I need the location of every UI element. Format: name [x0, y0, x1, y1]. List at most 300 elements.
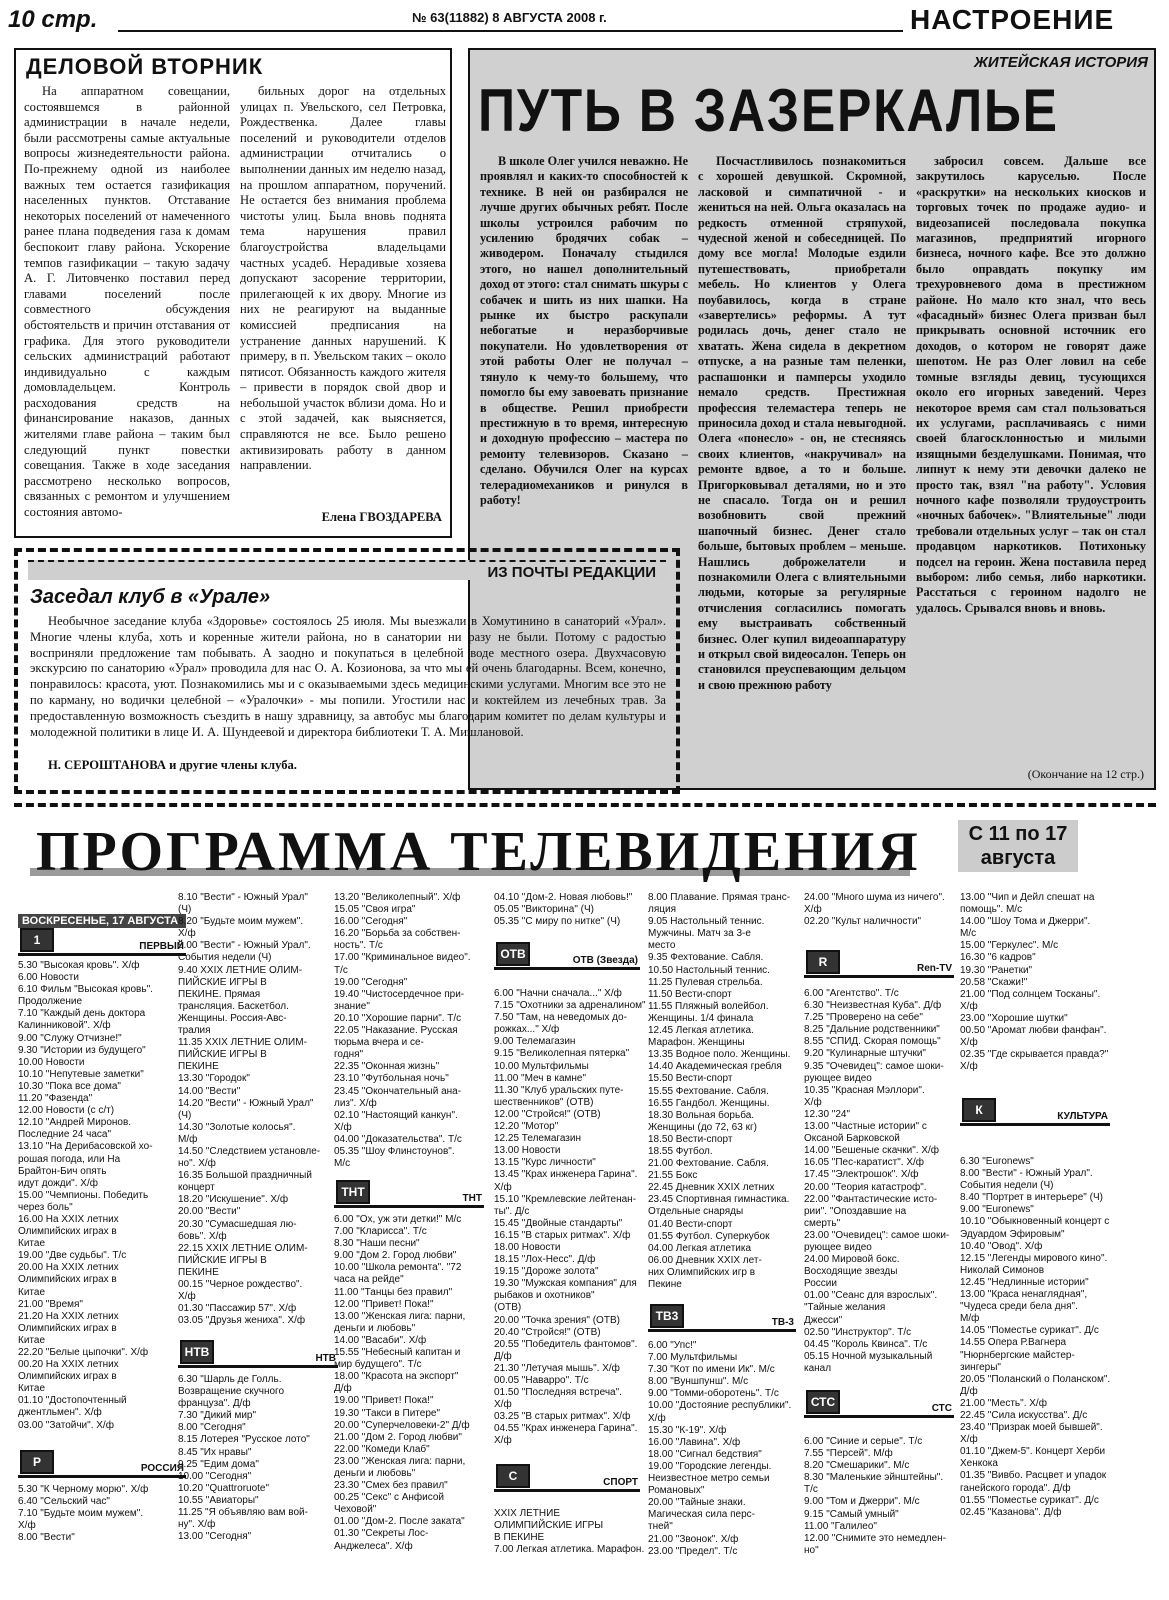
tv-listing-row: 02.35 "Где скрывается правда?": [960, 1049, 1109, 1061]
tv-listing-row: идут дожди". Х/ф: [18, 1177, 98, 1189]
tv-listing-row: 7.30 "Кот по имени Ик". М/с: [648, 1364, 775, 1376]
tv-listing-row: Д/ф: [334, 1383, 352, 1395]
tv-listing-row: 13.15 "Курс личности": [494, 1157, 596, 1169]
tv-listing-row: 04.55 "Крах инженера Гарина".: [494, 1423, 638, 1435]
kultura-logo-icon: К: [962, 1098, 996, 1122]
tv-listing-row: Хенкока: [960, 1458, 998, 1470]
reader-mail-article: [14, 548, 680, 794]
tv-listing-row: Олимпийских играх в: [18, 1371, 117, 1383]
tv-listing-row: 15.10 "Кремлевские лейтенан-: [494, 1193, 637, 1205]
ntv-logo-icon: НТВ: [180, 1340, 214, 1364]
tv-listing-row: ПЕКИНЕ: [178, 1266, 219, 1278]
ren-logo-icon: R: [806, 950, 840, 974]
tv-listing-row: Китае: [18, 1286, 46, 1298]
tv-listing-row: 10.55 "Авиаторы": [178, 1494, 259, 1506]
tv-listing-row: Д/ф: [960, 1385, 978, 1397]
tv-listing-row: Мужчины. Матч за 3-е: [648, 928, 751, 940]
tv-listing-row: Джесси": [804, 1314, 843, 1326]
tv-listing-row: 23.00 "Предел". Т/с: [648, 1545, 738, 1557]
tv-listing-row: 18.30 Вольная борьба.: [648, 1109, 755, 1121]
tv-listing-row: 23.45 "Окончательный ана-: [334, 1085, 462, 1097]
tv-listing-row: 7.00 Мультфильмы: [648, 1352, 738, 1364]
tv-listing-row: 12.30 "24": [804, 1108, 851, 1120]
tv-listing-row: годня": [334, 1049, 364, 1061]
article-col-1: [24, 84, 230, 536]
tv-list-sport: [494, 1508, 646, 1596]
tv-listing-row: 16.05 "Пес-каратист". Х/ф: [804, 1157, 925, 1169]
sport-logo-icon: С: [496, 1464, 530, 1488]
channel-name: ТВ-3: [771, 1317, 794, 1328]
tv-listing-row: 00.15 "Черное рождество".: [178, 1279, 303, 1290]
tv-listing-row: 14.30 "Золотые колосья".: [178, 1121, 296, 1133]
tv-listing-row: 01.00 "Дом-2. После заката": [334, 1516, 465, 1528]
tv-listing-row: 14.05 "Поместье сурикат". Д/с: [960, 1325, 1099, 1337]
tv-listing-row: Х/ф: [804, 904, 822, 916]
tv-listing-row: 04.45 "Король Квинса". Т/с: [804, 1338, 928, 1350]
tv-listing-row: Х/ф: [494, 1435, 512, 1447]
tv-listing-row: 5.30 "К Черному морю". Х/ф: [18, 1484, 149, 1495]
tv-listing-row: Анджелеса". Х/ф: [334, 1540, 413, 1552]
tv-listing-row: 7.50 "Там, на неведомых до-: [494, 1012, 627, 1024]
tv-list-ctc: [804, 1436, 958, 1596]
story-col-1: [480, 154, 688, 590]
tv-listing-row: них Олимпийских игр в: [648, 1266, 756, 1278]
tv-listing-row: шественников" (ОТВ): [494, 1096, 594, 1108]
tv-listing-row: 21.00 Фехтование. Сабля.: [648, 1158, 769, 1170]
tv-listing-row: 16.20 "Борьба за собствен-: [334, 928, 461, 940]
tv-listing-row: рии". "Опоздавшие на: [804, 1205, 907, 1217]
tv-listing-row: Т/с: [334, 964, 348, 976]
tv-listing-row: бовь". Х/ф: [178, 1230, 227, 1242]
tv-listing-row: 6.30 "Euronews": [960, 1156, 1034, 1167]
tv-listing-row: деньги и любовь": [334, 1467, 416, 1479]
tv-listing-row: "Чудеса среди бела дня".: [960, 1301, 1078, 1313]
tv-list-tv3: [648, 1340, 798, 1596]
tv-listing-row: тней": [648, 1521, 673, 1533]
tv-listing-row: 7.00 Легкая атлетика. Марафон.: [494, 1544, 645, 1556]
tv-listing-row: зингеры": [960, 1361, 1001, 1373]
tv-listing-row: 01.10 "Джем-5". Концерт Херби: [960, 1446, 1106, 1458]
section-title: НАСТРОЕНИЕ: [910, 4, 1115, 35]
tv-listing-row: 9.20 "Кулинарные штучки": [804, 1048, 926, 1060]
tv-listing-row: 04.10 "Дом-2. Новая любовь!": [494, 892, 633, 903]
tv-listing-row: 8.00 "Сегодня": [178, 1422, 246, 1434]
page-number: 10 стр.: [8, 6, 98, 33]
tv-listing-row: ПИЙСКИЕ ИГРЫ В: [178, 1254, 267, 1266]
tv-listing-row: 9.35 "Очевидец": самое шоки-: [804, 1060, 944, 1072]
tv-listing-row: М/ф: [960, 1313, 980, 1325]
tv-listing-row: Олимпийских играх в: [18, 1274, 117, 1286]
tv-listing-row: 12.00 "Стройся!" (ОТВ): [494, 1108, 601, 1120]
tv-listing-row: тралия: [178, 1025, 211, 1037]
tv-listing-row: 01.30 "Секреты Лос-: [334, 1528, 429, 1540]
tv-listing-row: Чеховой": [334, 1504, 377, 1516]
tv-listing-row: 16.00 На XXIX летних: [18, 1213, 119, 1225]
story-text: забросил совсем. Дальше все закрутилось каруселью. После «раскрутки» на нескольких киосков и торговых точек по продаже аудио- и видеозаписей последовала покупка магазинов, предприятий игорного бизнеса, ночного кафе. Все это должно было оправдать покупку им трехуровневого дома в престижном районе. Но мало кто знал, что весь «фасадный» бизнес Олега призван был прикрывать основной источник его доходов, о котором не говорят даже шепотом. Не раз Олег ловил на себе томные взгляды девиц, тусующихся около его игорных заведений. Через некоторое время сам стал пользоваться их услугами, расплачиваясь с ними своей благосклонностью и милыми изящными безделушками. Понимая, что липнут к нему эти девочки далеко не просто так, взял "на работу". Условия ночного кафе позволяли трудоустроить «ночных бабочек». "Влиятельные" люди требовали отдельных услуг – так он стал продавцом наркотиков. Потихоньку подсел на героин. Жена поставила перед выбором: либо семья, либо наркотики. Расстаться с героином надолго не удалось. Срывался вновь и вновь.: [916, 154, 1146, 615]
tv-listing-row: 20.40 "Стройся!" (ОТВ): [494, 1326, 601, 1338]
tv-listing-row: часа на рейде": [334, 1274, 404, 1286]
tv-listing-row: смерть": [804, 1217, 841, 1229]
tv-listing-row: 9.25 "Едим дома": [178, 1458, 259, 1470]
tv-listing-row: 11.30 "Клуб уральских путе-: [494, 1084, 624, 1096]
tv-listing-row: 23.00 "Очевидец": самое шоки-: [804, 1229, 950, 1241]
tv-listing-row: 15.50 Вести-спорт: [648, 1073, 733, 1085]
tv-listing-row: 7.15 "Охотники за адреналином": [494, 1000, 646, 1012]
channel-tnt: [334, 1180, 484, 1208]
channel-ren: [804, 950, 954, 978]
perviy-logo-icon: 1: [20, 928, 54, 952]
tv-listing-row: 04.00 "Доказательства". Т/с: [334, 1133, 462, 1145]
tv-listing-row: "Тайные желания: [804, 1302, 886, 1314]
tv-listing-row: 21.20 На XXIX летних: [18, 1310, 119, 1322]
channel-name: ОТВ (Звезда): [572, 955, 638, 966]
tv-listing-row: 8.10 "Вести" - Южный Урал": [178, 892, 308, 903]
tv-listing-row: Х/ф: [960, 1037, 978, 1049]
tv-listing-row: 9.00 "Дом 2. Город любви": [334, 1250, 457, 1262]
tv-listing-row: 6.30 "Шарль де Голль.: [178, 1374, 282, 1385]
story-col-2: [698, 154, 906, 774]
story-text: Посчастливилось познакомиться с хорошей девушкой. Скромной, ласковой и симпатичной - и жениться на ней. Ольга оказалась на редкость отменной стряпухой, чудесной женой и собеседницей. По дому все могла! Молодые ездили путешествовать, приобретали мебель. Но клиентов у Олега поубавилось, когда в стране «завертелись» реформы. А тут родилась дочь, денег стало не хватать. Жена сидела в декретном отпуске, а на разные там пеленки, распашонки и памперсы уходило немало средств. Престижная профессия телемастера теперь не приносила доход и стала невыгодной. Олега «понесло» - он, не стесняясь своих клиентов, «накручивал» на ремонте вдвое, а то и больше. Пригорковывал деталями, но и это не спасало. Тогда он и решил возобновить свой прежний шапочный бизнес. Денег стало больше, бытовых проблем – меньше. Нашлись доброжелатели и познакомили Олега с влиятельными людьми, которые за регулярные отчисления согласились помогать ему выстраивать собственный бизнес. Олег купил видеоаппаратуру и открыл свой видеосалон. Теперь он становился преуспевающим дельцом и свою прежнюю работу: [698, 154, 906, 692]
tv-listing-row: 11.00 "Галилео": [804, 1520, 877, 1532]
tv-listing-row: Х/ф: [178, 928, 196, 940]
tv-listing-row: России: [804, 1278, 837, 1290]
tv-listing-row: Возвращение скучного: [178, 1386, 285, 1398]
channel-name: СТС: [931, 1403, 952, 1414]
tv-listing-row: Неизвестное метро семьи: [648, 1473, 770, 1485]
tv-listing-row: 22.00 "Фантастические исто-: [804, 1193, 938, 1205]
tv-listing-row: 01.10 "Достопочтенный: [18, 1395, 127, 1407]
tv-listing-row: Х/ф: [494, 1399, 512, 1411]
mail-rubric: ИЗ ПОЧТЫ РЕДАКЦИИ: [487, 564, 656, 581]
tv-listing-row: 9.00 "Том и Джерри". М/с: [804, 1496, 920, 1508]
tv-listing-row: Х/ф: [960, 1000, 978, 1012]
tv-listing-row: 18.00 "Сигнал бедствия": [648, 1448, 762, 1460]
tv-list-otv: [494, 988, 646, 1448]
tv-listing-row: 21.30 "Летучая мышь". Х/ф: [494, 1362, 620, 1374]
tv-listing-row: 8.45 "Их нравы": [178, 1446, 252, 1458]
tv-listing-row: Восходящие звезды: [804, 1266, 898, 1278]
tv-listing-row: Т/с: [804, 1484, 818, 1496]
story-text: В школе Олег учился неважно. Не проявлял и каких-то способностей к технике. В ней он разбирался не лучше других обычных ребят. После школы устроился рабочим по усилению бродячих собак – живодером. Поначалу стыдился этого, но нашел дополнительный доход от этого: стал снимать шкуры с собачек и шить из них шапки. На рынке их быстро раскупали небогатые и неразборчивые покупатели. Но удовлетворения от этой работы Олег не получал – тянуло к чему-то большему, что помогло бы ему завоевать признание в обществе. Решил приобрести престижную в то время, интересную и доходную профессию – мастера по ремонту телевизоров. Сказано – сделано. Обучился Олег на курсах телерадиомехаников и ринулся в работу!: [480, 154, 688, 507]
tv-listing-row: 20.00 "Тайные знаки.: [648, 1497, 746, 1509]
tv-listing-row: 8.40 "Портрет в интерьере" (Ч): [960, 1192, 1103, 1204]
tv-listing-row: 17.00 "Криминальное видео".: [334, 952, 471, 964]
tv-listing-row: 18.55 Футбол.: [648, 1145, 713, 1157]
mail-text: Необычное заседание клуба «Здоровье» состоялось 25 июля. Мы выезжали в Хомутинино в санаторий «Урал». Многие члены клуба, хоть и коренные жители района, но в санатории ни разу не были. Потому с радостью восприняли предложение там побывать. А заодно и покупаться в целебной воде местного озера. Двухчасовую экскурсию по санаторию «Урал» проводила для нас О. А. Козионова, за что мы ей очень благодарны. Всем, конечно, понравилось: красота, уют. Познакомились мы и с оказываемыми здесь медицинскими услугами. Многим все это не по карману, но водички целебной – «Уралочки» - мы попили. Угостили нас и коктейлем из лечебных трав. За предоставленную возможность съездить в нашу здравницу, за автобус мы благодарим комитет по делам культуры и молодежной политики в лице И. А. Шундеевой и директора библиотеки Т. А. Мишлановой.: [30, 614, 666, 739]
tv-listing-row: концерт: [178, 1182, 215, 1194]
tv-listing-row: 01.55 Футбол. Суперкубок: [648, 1230, 770, 1242]
tv-listing-row: 22.20 "Белые цыпочки". Х/ф: [18, 1347, 149, 1358]
tv-listing-row: 13.00 "Краса ненаглядная",: [960, 1289, 1088, 1301]
tv-listing-row: 12.00 "Снимите это немедлен-: [804, 1532, 947, 1544]
tv-listing-row: 03.25 "В старых ритмах". Х/ф: [494, 1411, 631, 1423]
tv-listing-row: 16.35 Большой праздничный: [178, 1170, 312, 1182]
tv-listing-row: рыбаков и охотников": [494, 1290, 595, 1302]
tv-listing-row: 00.25 "Секс" с Анфисой: [334, 1492, 444, 1504]
tv-listing-row: 01.30 "Пассажир 57". Х/ф: [178, 1303, 297, 1315]
tv-listing-row: ОЛИМПИЙСКИЕ ИГРЫ: [494, 1520, 604, 1532]
tv-listing-row: 6.40 "Сельский час": [18, 1496, 110, 1508]
tv-listing-row: 00.05 "Наварро". Т/с: [494, 1375, 589, 1386]
tv-program-title: ПРОГРАММА ТЕЛЕВИДЕНИЯ: [36, 821, 921, 883]
tv-listing-row: 6.30 "Неизвестная Куба". Д/ф: [804, 1000, 942, 1012]
tv-listing-row: Женщины (до 72, 63 кг): [648, 1121, 757, 1133]
tv-listing-row: 8.55 "СПИД. Скорая помощь": [804, 1036, 941, 1048]
tv-listing-row: 15.05 "Своя игра": [334, 904, 416, 916]
tv-listing-row: 19.00 "Городские легенды.: [648, 1460, 772, 1472]
tv-listing-row: 15.55 "Небесный капитан и: [334, 1347, 461, 1359]
tv-listing-row: 13.00 Новости: [494, 1145, 561, 1157]
tv-listing-row: 05.15 Ночной музыкальный: [804, 1350, 933, 1362]
tv-listing-row: 14.00 "Вести": [178, 1085, 241, 1097]
mail-headline: Заседал клуб в «Урале»: [30, 586, 271, 608]
tv-listing-row: Олимпийских играх в: [18, 1322, 117, 1334]
tv-listing-row: Олимпийских играх в: [18, 1226, 117, 1238]
tv-listing-row: 8.25 "Дальние родственники": [804, 1024, 940, 1036]
tv-listing-row: 19.30 "Мужская компания" для: [494, 1278, 637, 1290]
tv-listing-row: Брайтон-Бич опять: [18, 1165, 107, 1177]
tv-listing-row: Последние 24 часа": [18, 1129, 111, 1141]
tv-listing-row: 23.40 "Призрак моей бывшей".: [960, 1422, 1103, 1434]
tv-listing-row: 14.55 Опера Р.Вагнера: [960, 1337, 1067, 1349]
tv-listing-row: 10.35 "Красная Мэллори".: [804, 1084, 925, 1096]
channel-name: Ren-TV: [917, 963, 952, 974]
tv-listing-row: ПИЙСКИЕ ИГРЫ В: [178, 1049, 267, 1061]
tv-listing-row: 10.50 Настольный теннис.: [648, 964, 770, 976]
tv-listing-row: 9.00 Телемагазин: [494, 1036, 576, 1048]
tv-listing-row: 6.10 Фильм "Высокая кровь".: [18, 984, 153, 996]
tv-listing-row: 01.40 Вести-спорт: [648, 1218, 733, 1230]
tv-listing-row: 15.00 "Геркулес". М/с: [960, 940, 1059, 952]
tv-listing-row: но": [804, 1544, 819, 1556]
tv-listing-row: 10.20 "Quattroruote": [178, 1482, 270, 1494]
tv-listing-row: 12.15 "Легенды мирового кино".: [960, 1252, 1108, 1264]
tv-listing-row: 20.58 "Скажи!": [960, 976, 1028, 988]
tv-listing-row: 19.15 "Дороже золота": [494, 1266, 599, 1278]
article-text: бильных дорог на отдельных улицах п. Увельского, сел Петровка, Рождественка. Далее главы поселений и руководители отделов администрации отчитались о выполнении данных им неделю назад, на прошлом аппаратном, поручений. Не остается без внимания проблема чистоты улиц. Была вновь поднята тема нарушения правил благоустройства владельцами частных усадеб. Нерадивые хозяева допускают засорение территории, прилегающей к их двору. Многие из них не реагируют на выданные комиссией предписания на устранение данных нарушений. К примеру, в п. Увельском таких – около пятисот. Обязанность каждого жителя – привести в порядок свой двор и небольшой участок вблизи дома. Но и с этой задачей, как выясняется, справляются не все. Было решено активизировать работу в данном направлении.: [240, 84, 446, 473]
tv-listing-row: (Ч): [178, 1109, 192, 1121]
tv-listing-row: 24.00 Мировой бокс.: [804, 1254, 900, 1266]
tv-listing-row: Х/ф: [334, 1121, 352, 1133]
tv-listing-row: 9.00 "Служу Отчизне!": [18, 1032, 122, 1044]
tv-listing-row: 10.00 "Школа ремонта". "72: [334, 1262, 462, 1274]
tv-listing-row: 14.50 "Следствием установле-: [178, 1145, 321, 1157]
channel-otv: [494, 942, 640, 970]
tv-listing-row: 8.15 Лотерея "Русское лото": [178, 1434, 310, 1446]
tv-listing-row: Китае: [18, 1238, 46, 1250]
tv-listing-row: 02.45 "Казанова". Д/ф: [960, 1506, 1062, 1518]
tv-listing-row: 06.00 Дневник XXIX лет-: [648, 1254, 762, 1266]
tv-listing-row: 16.00 "Лавина". Х/ф: [648, 1436, 741, 1448]
tv-listing-row: мир будущего". Т/с: [334, 1359, 422, 1371]
tv-listing-row: 7.00 "Кларисса". Т/с: [334, 1226, 427, 1238]
rossiya-logo-icon: Р: [20, 1450, 54, 1474]
tv-listing-row: 13.30 "Городок": [178, 1073, 250, 1085]
channel-kultura: [960, 1098, 1110, 1126]
tv-listing-row: но". Х/ф: [178, 1158, 216, 1170]
tv-listing-row: 10.00 "Достояние республики".: [648, 1400, 792, 1412]
tv-listing-row: 19.00 "Привет! Пока!": [334, 1395, 434, 1407]
tv-listing-row: 20.00 "Точка зрения" (ОТВ): [494, 1314, 620, 1326]
tv-listing-row: 11.00 "Танцы без правил": [334, 1286, 453, 1298]
tv-listing-row: через боль": [18, 1201, 73, 1213]
channel-name: РОССИЯ: [140, 1463, 184, 1474]
continued-note: (Окончание на 12 стр.): [1027, 767, 1144, 781]
tv-listing-row: 10.10 "Непутевые заметки": [18, 1068, 144, 1080]
tv-listing-row: 16.30 "6 кадров": [960, 952, 1036, 964]
tv-listing-row: 6.00 "Синие и серые". Т/с: [804, 1436, 923, 1447]
tv-listing-row: 6.00 "Начни сначала..." Х/ф: [494, 988, 622, 999]
tv-listing-row: 22.05 "Наказание. Русская: [334, 1025, 458, 1037]
tv-listing-row: 19.00 "Сегодня": [334, 976, 408, 988]
tv-listing-row: 13.35 Водное поло. Женщины.: [648, 1049, 791, 1061]
tv-list-tnt: [334, 1214, 492, 1596]
tv-listing-row: 23.00 "Хорошие шутки": [960, 1012, 1068, 1024]
article-text: На аппаратном совещании, состоявшемся в районной администрации в начале недели, были рассмотрены самые актуальные вопросы жизнедеятельности района. По-прежнему одной из наиболее важных тем остается газификация населенных пунктов. Отставание некоторых поселений от намеченного ранее плана подведения газа к домам беспокоит главу района. Ускорение темпов газификации – такую задачу А. Г. Литовченко поставил перед главами поселений после совместного обсуждения обстоятельств и причин отставания от графика. Для этого руководители сельских администраций работают индивидуально с каждым домовладельцем. Контроль расходования средств на финансирование наказов, данных жителями главе района – таким был следующий пункт повестки совещания. Также в ходе заседания рассмотрено несколько вопросов, связанных с ремонтом и улучшением состояния автомо-: [24, 84, 230, 520]
tv-listing-row: Оксаной Барковской: [804, 1133, 900, 1145]
tv-listing-row: джентльмен". Х/ф: [18, 1407, 102, 1419]
tv-listing-row: 8.20 "Будьте моим мужем".: [178, 916, 304, 928]
tv-listing-row: 20.00 На XXIX летних: [18, 1262, 119, 1274]
tv-listing-row: М/ф: [178, 1133, 198, 1145]
tnt-logo-icon: ТНТ: [336, 1180, 370, 1204]
tv-listing-row: 19.30 "Такси в Питере": [334, 1407, 440, 1419]
tv-listing-row: ляция: [648, 904, 676, 916]
ctc-logo-icon: СТС: [806, 1390, 840, 1414]
story-col-3: [916, 154, 1146, 758]
tv-listing-row: 13.00 "Частные истории" с: [804, 1121, 927, 1133]
tv-listing-row: 9.00 "Вести" - Южный Урал".: [178, 940, 311, 952]
tv-listing-row: 13.00 "Сегодня": [178, 1531, 252, 1543]
tv-listing-row: События недели (Ч): [960, 1180, 1054, 1192]
article-author: Елена ГВОЗДАРЕВА: [321, 510, 442, 524]
tv-listing-row: 9.15 "Самый умный": [804, 1508, 899, 1520]
tv-listing-row: 15.55 Фехтование. Сабля.: [648, 1085, 769, 1097]
tv-listing-row: 8.00 Плавание. Прямая транс-: [648, 892, 791, 903]
tv-listing-row: 11.55 Пляжный волейбол.: [648, 1000, 769, 1012]
tv-listing-row: ты". Д/с: [494, 1205, 530, 1217]
tv-listing-row: 23.10 "Футбольная ночь": [334, 1073, 449, 1085]
channel-name: НТВ: [315, 1353, 336, 1364]
tv-listing-row: Х/ф: [960, 1434, 978, 1446]
tv-listing-row: 6.00 "Агентство". Т/с: [804, 988, 899, 999]
tv-listing-row: 6.00 "Ох, уж эти детки!" М/с: [334, 1214, 462, 1225]
tv-listing-row: 20.30 "Сумасшедшая лю-: [178, 1218, 297, 1230]
tv-listing-row: 02.50 "Инструктор". Т/с: [804, 1326, 912, 1338]
tv-listing-row: Х/ф: [178, 1291, 196, 1303]
tv-listing-row: 01.35 "Вивбо. Расцвет и упадок: [960, 1470, 1107, 1482]
tv-listing-row: 8.30 "Маленькие эйнштейны".: [804, 1472, 944, 1484]
tv-listing-row: 15.45 "Двойные стандарты": [494, 1217, 623, 1229]
tv-listing-row: лиз". Х/ф: [334, 1097, 377, 1109]
tv-listing-row: 7.55 "Персей". М/ф: [804, 1448, 893, 1460]
tv-listing-row: 12.00 "Привет! Пока!": [334, 1298, 434, 1310]
header-rule: [118, 30, 903, 32]
channel-name: ТНТ: [462, 1193, 482, 1204]
tv-listing-row: 23.30 "Смех без правил": [334, 1480, 448, 1492]
tv-list-ntv-cont: [334, 892, 492, 1172]
tv-listing-row: М/с: [334, 1158, 351, 1170]
tv-listing-row: 00.50 "Аромат любви фанфан".: [960, 1025, 1107, 1037]
tv-listing-row: 02.20 "Культ наличности": [804, 916, 922, 928]
tv-listing-row: 05.35 "Шоу Флинстоунов".: [334, 1145, 455, 1157]
tv-listing-row: 03.00 "Затойчи". Х/ф: [18, 1419, 114, 1431]
tv-listing-row: Продолжение: [18, 996, 83, 1008]
tv-listing-row: 22.00 "Комеди Клаб": [334, 1443, 430, 1455]
tv-listing-row: Китае: [18, 1383, 46, 1395]
tv-listing-row: 8.20 "Смешарики". М/с: [804, 1460, 910, 1472]
channel-perviy: [18, 928, 186, 956]
tv-listing-row: М/с: [960, 928, 977, 940]
tv-listing-row: ПЕКИНЕ. Прямая: [178, 988, 261, 1000]
tv-listing-row: Китае: [18, 1334, 46, 1346]
article-title: ДЕЛОВОЙ ВТОРНИК: [26, 54, 264, 79]
tv-listing-row: (Ч): [178, 904, 192, 916]
tv-listing-row: 19.40 "Чистосердечное при-: [334, 988, 465, 1000]
otv-logo-icon: ОТВ: [496, 942, 530, 966]
tv-listing-row: 12.00 Новости (с с/т): [18, 1105, 115, 1117]
tv-listing-row: События недели (Ч): [178, 952, 272, 964]
tv-listing-row: 10.00 Новости: [18, 1056, 85, 1068]
tv-listing-row: 23.45 Спортивная гимнастика.: [648, 1194, 790, 1206]
tv-listing-row: Х/ф: [960, 1061, 978, 1073]
tv-listing-row: 13.45 "Крах инженера Гарина".: [494, 1169, 638, 1181]
tv-listing-row: француза". Д/ф: [178, 1398, 251, 1410]
tv-listing-row: 12.45 Легкая атлетика.: [648, 1025, 754, 1037]
tv-listing-row: рующее видео: [804, 1241, 872, 1253]
tv-listing-row: 10.00 "Сегодня": [178, 1470, 252, 1482]
tv-listing-row: 11.20 "Фазенда": [18, 1093, 93, 1105]
tv-listing-row: рующее видео: [804, 1072, 872, 1084]
tv-list-rossiya: [18, 1484, 186, 1596]
tv-listing-row: 23.00 "Женская лига: парни,: [334, 1455, 466, 1467]
mail-body: [30, 614, 666, 754]
tv-listing-row: ну". Х/ф: [178, 1519, 216, 1531]
tv-listing-row: 14.00 "Бешеные скачки". Х/ф: [804, 1145, 939, 1157]
channel-sport: [494, 1464, 640, 1492]
tv-listing-row: 9.35 Фехтование. Сабля.: [648, 952, 764, 964]
tv-listing-row: 14.00 "Шоу Тома и Джерри".: [960, 916, 1091, 928]
tv-listing-row: 20.05 "Поланский о Поланском".: [960, 1373, 1111, 1385]
tv-listing-row: 9.30 "Истории из будущего": [18, 1044, 146, 1056]
tv-listing-row: 19.30 "Ранетки": [960, 964, 1033, 976]
tv-listing-row: 14.40 Академическая гребля: [648, 1061, 782, 1073]
tv-listing-row: Х/ф: [804, 1096, 822, 1108]
section-divider: [14, 803, 1156, 807]
tv-listing-row: 6.00 Новости: [18, 972, 79, 984]
business-tuesday-article: [14, 48, 452, 538]
tv-listing-row: Марафон. Женщины: [648, 1037, 745, 1049]
tv-listing-row: помощь". М/с: [960, 904, 1023, 916]
tv-list-kultura: [960, 1156, 1156, 1596]
tv-listing-row: деньги и любовь": [334, 1322, 416, 1334]
tv-listing-row: 15.00 "Чемпионы. Победить: [18, 1189, 149, 1201]
tv-listing-row: 10.40 "Овод". Х/ф: [960, 1240, 1043, 1252]
tv-listing-row: "Нюрнбергские майстер-: [960, 1349, 1075, 1361]
story-headline: ПУТЬ В ЗАЗЕРКАЛЬЕ: [478, 77, 1059, 144]
tv-listing-row: 00.20 На XXIX летних: [18, 1359, 119, 1371]
tv-listing-row: 21.00 "Месть". Х/ф: [960, 1397, 1047, 1409]
tv-listing-row: рошая погода, или На: [18, 1153, 121, 1165]
tv-listing-row: 11.35 XXIX ЛЕТНИЕ ОЛИМ-: [178, 1037, 307, 1049]
tv-listing-row: 13.00 "Женская лига: парни,: [334, 1310, 466, 1322]
tv-listing-row: канал: [804, 1362, 832, 1374]
tv-listing-row: 01.55 "Поместье сурикат". Д/с: [960, 1494, 1099, 1506]
tv-listing-row: ПИЙСКИЕ ИГРЫ В: [178, 976, 267, 988]
tv-list-tnt-cont: [494, 892, 646, 932]
tv-listing-row: 9.15 "Великолепная пятерка": [494, 1048, 630, 1060]
tv-listing-row: 18.50 Вести-спорт: [648, 1133, 733, 1145]
